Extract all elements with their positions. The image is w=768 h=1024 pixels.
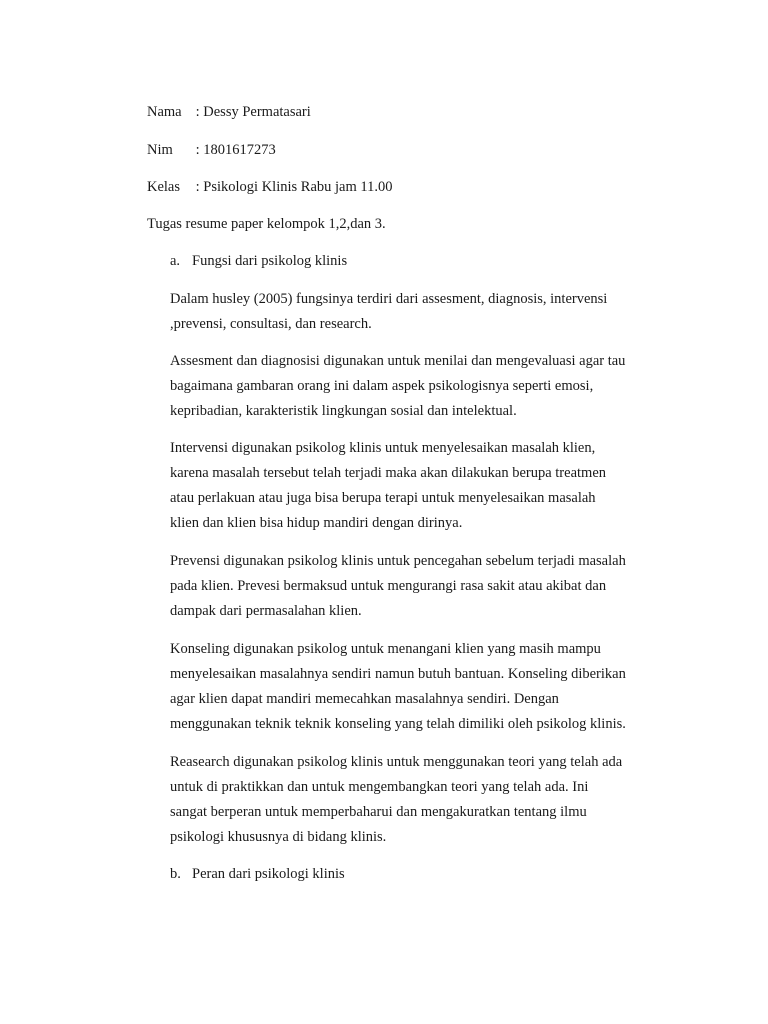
nim-value: : 1801617273 xyxy=(195,142,276,158)
kelas-label: Kelas xyxy=(147,179,181,195)
paragraph xyxy=(170,436,670,536)
paragraph-line: menggunakan teknik teknik konseling yang telah dimiliki oleh psikolog klinis. xyxy=(170,716,626,732)
kelas-row xyxy=(147,177,392,197)
section-a-marker: a. xyxy=(170,253,181,269)
paragraph-line: klien dan klien bisa hidup mandiri dengan dirinya. xyxy=(170,515,463,531)
paragraph-line: dampak dari permasalahan klien. xyxy=(170,603,362,619)
paragraph-line: Reasearch digunakan psikolog klinis untuk menggunakan teori yang telah ada xyxy=(170,754,623,770)
paragraph-line: karena masalah tersebut telah terjadi maka akan dilakukan berupa treatmen xyxy=(170,465,607,481)
paragraph xyxy=(170,637,670,737)
paragraph-line: Assesment dan diagnosisi digunakan untuk menilai dan mengevaluasi agar tau xyxy=(170,353,626,369)
paragraph xyxy=(170,349,670,424)
nama-row xyxy=(147,102,311,122)
paragraph-line: untuk di praktikkan dan untuk mengembangkan teori yang telah ada. Ini xyxy=(170,779,589,795)
paragraph xyxy=(170,549,670,624)
paragraph-line: kepribadian, karakteristik lingkungan sosial dan intelektual. xyxy=(170,403,517,419)
nama-value: : Dessy Permatasari xyxy=(195,104,311,120)
paragraph-line: agar klien dapat mandiri memecahkan masalahnya sendiri. Dengan xyxy=(170,691,559,707)
section-b-heading xyxy=(170,864,345,884)
paragraph-line: sangat berperan untuk memperbaharui dan mengakuratkan tentang ilmu xyxy=(170,804,587,820)
section-b-marker: b. xyxy=(170,866,181,882)
paragraph-line: ,prevensi, consultasi, dan research. xyxy=(170,316,372,332)
paragraph-line: Konseling digunakan psikolog untuk menangani klien yang masih mampu xyxy=(170,641,601,657)
paragraph-line: Intervensi digunakan psikolog klinis untuk menyelesaikan masalah klien, xyxy=(170,440,596,456)
paragraph-line: atau perlakuan atau juga bisa berupa terapi untuk menyelesaikan masalah xyxy=(170,490,596,506)
paragraph xyxy=(170,287,670,337)
paragraph-line: Dalam husley (2005) fungsinya terdiri dari assesment, diagnosis, intervensi xyxy=(170,291,608,307)
section-a-heading xyxy=(170,251,347,271)
paragraph-line: psikologi khususnya di bidang klinis. xyxy=(170,829,387,845)
paragraph-line: Prevensi digunakan psikolog klinis untuk pencegahan sebelum terjadi masalah xyxy=(170,553,626,569)
nim-label: Nim xyxy=(147,142,173,158)
section-a-title: Fungsi dari psikolog klinis xyxy=(192,253,348,269)
paragraph-line: bagaimana gambaran orang ini dalam aspek psikologisnya seperti emosi, xyxy=(170,378,594,394)
kelas-value: : Psikologi Klinis Rabu jam 11.00 xyxy=(195,179,393,195)
section-b-title: Peran dari psikologi klinis xyxy=(192,866,345,882)
nama-label: Nama xyxy=(147,104,182,120)
nim-row xyxy=(147,140,276,160)
task-description: Tugas resume paper kelompok 1,2,dan 3. xyxy=(147,216,386,232)
paragraph-line: pada klien. Prevesi bermaksud untuk mengurangi rasa sakit atau akibat dan xyxy=(170,578,607,594)
paragraph xyxy=(170,750,670,850)
paragraph-line: menyelesaikan masalahnya sendiri namun butuh bantuan. Konseling diberikan xyxy=(170,666,626,682)
